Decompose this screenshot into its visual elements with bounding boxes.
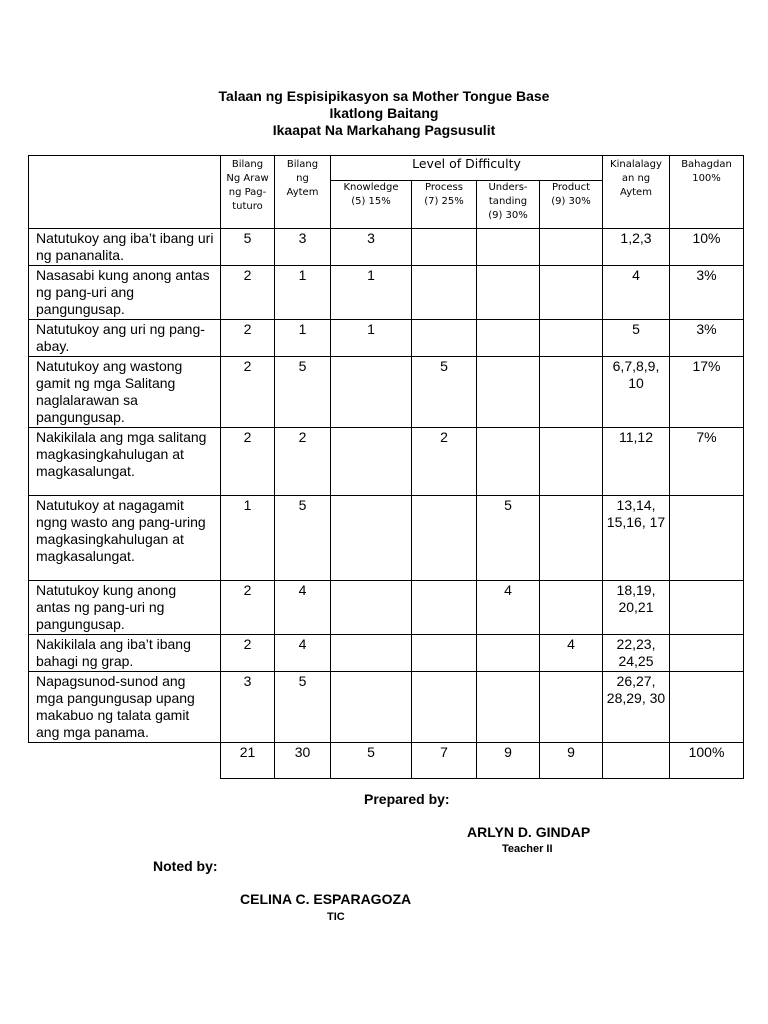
header-understanding: Unders-tanding (9) 30% bbox=[477, 181, 540, 229]
product-cell: 4 bbox=[540, 635, 603, 672]
total-items: 30 bbox=[275, 743, 331, 779]
knowledge-cell bbox=[331, 428, 412, 496]
objective-cell: Natutukoy kung anong antas ng pang-uri ng pangungusap. bbox=[29, 581, 221, 635]
placement-cell: 5 bbox=[603, 320, 670, 357]
document-subtitle-quarter: Ikaapat Na Markahang Pagsusulit bbox=[272, 122, 496, 138]
total-process: 7 bbox=[412, 743, 477, 779]
understanding-cell bbox=[477, 320, 540, 357]
header-placement: Kinalalagy an ng Aytem bbox=[603, 156, 670, 229]
percent-cell bbox=[670, 496, 744, 581]
product-cell bbox=[540, 581, 603, 635]
total-placement bbox=[603, 743, 670, 779]
percent-cell: 3% bbox=[670, 266, 744, 320]
process-cell bbox=[412, 635, 477, 672]
knowledge-cell: 1 bbox=[331, 266, 412, 320]
placement-cell: 6,7,8,9, 10 bbox=[603, 357, 670, 428]
understanding-cell bbox=[477, 672, 540, 743]
prepared-by-name: ARLYN D. GINDAP bbox=[467, 824, 591, 840]
product-cell bbox=[540, 357, 603, 428]
knowledge-cell: 3 bbox=[331, 229, 412, 266]
process-cell bbox=[412, 266, 477, 320]
items-cell: 4 bbox=[275, 635, 331, 672]
document-subtitle-grade: Ikatlong Baitang bbox=[329, 105, 439, 121]
header-level-of-difficulty: Level of Difficulty bbox=[331, 156, 603, 181]
placement-cell: 1,2,3 bbox=[603, 229, 670, 266]
product-cell bbox=[540, 266, 603, 320]
process-cell bbox=[412, 320, 477, 357]
document-title: Talaan ng Espisipikasyon sa Mother Tongue Base bbox=[218, 88, 550, 104]
objective-cell: Nakikilala ang iba’t ibang bahagi ng grap. bbox=[29, 635, 221, 672]
items-cell: 1 bbox=[275, 266, 331, 320]
total-understanding: 9 bbox=[477, 743, 540, 779]
placement-cell: 11,12 bbox=[603, 428, 670, 496]
prepared-by-label: Prepared by: bbox=[364, 791, 450, 807]
knowledge-cell bbox=[331, 672, 412, 743]
placement-cell: 13,14, 15,16, 17 bbox=[603, 496, 670, 581]
knowledge-cell bbox=[331, 496, 412, 581]
knowledge-cell bbox=[331, 357, 412, 428]
days-cell: 2 bbox=[221, 266, 275, 320]
understanding-cell: 5 bbox=[477, 496, 540, 581]
specification-table bbox=[28, 155, 744, 779]
knowledge-cell: 1 bbox=[331, 320, 412, 357]
placement-cell: 4 bbox=[603, 266, 670, 320]
table-row bbox=[29, 581, 744, 635]
days-cell: 2 bbox=[221, 581, 275, 635]
days-cell: 1 bbox=[221, 496, 275, 581]
percent-cell bbox=[670, 672, 744, 743]
header-objective-cell bbox=[29, 156, 221, 229]
items-cell: 5 bbox=[275, 496, 331, 581]
table-row bbox=[29, 266, 744, 320]
header-knowledge: Knowledge (5) 15% bbox=[331, 181, 412, 229]
objective-cell: Natutukoy at nagagamit ngng wasto ang pang-uring magkasingkahulugan at magkasalungat. bbox=[29, 496, 221, 581]
items-cell: 5 bbox=[275, 357, 331, 428]
objective-cell: Natutukoy ang wastong gamit ng mga Salitang naglalarawan sa pangungusap. bbox=[29, 357, 221, 428]
objective-cell: Nasasabi kung anong antas ng pang-uri ang pangungusap. bbox=[29, 266, 221, 320]
days-cell: 3 bbox=[221, 672, 275, 743]
percent-cell: 10% bbox=[670, 229, 744, 266]
days-cell: 2 bbox=[221, 635, 275, 672]
noted-by-name: CELINA C. ESPARAGOZA bbox=[240, 891, 412, 907]
table-row bbox=[29, 229, 744, 266]
process-cell bbox=[412, 581, 477, 635]
days-cell: 2 bbox=[221, 320, 275, 357]
table-row bbox=[29, 635, 744, 672]
header-days: Bilang Ng Araw ng Pag-tuturo bbox=[221, 156, 275, 229]
header-percent: Bahagdan 100% bbox=[670, 156, 744, 229]
table-row bbox=[29, 357, 744, 428]
days-cell: 2 bbox=[221, 357, 275, 428]
noted-by-label: Noted by: bbox=[153, 858, 218, 874]
process-cell: 2 bbox=[412, 428, 477, 496]
prepared-by-title: Teacher II bbox=[502, 843, 553, 855]
items-cell: 4 bbox=[275, 581, 331, 635]
product-cell bbox=[540, 229, 603, 266]
understanding-cell: 4 bbox=[477, 581, 540, 635]
product-cell bbox=[540, 320, 603, 357]
items-cell: 3 bbox=[275, 229, 331, 266]
percent-cell bbox=[670, 635, 744, 672]
noted-by-title: TIC bbox=[327, 911, 345, 923]
process-cell bbox=[412, 496, 477, 581]
items-cell: 2 bbox=[275, 428, 331, 496]
totals-spacer bbox=[29, 743, 221, 779]
objective-cell: Natutukoy ang uri ng pang-abay. bbox=[29, 320, 221, 357]
placement-cell: 18,19, 20,21 bbox=[603, 581, 670, 635]
placement-cell: 22,23, 24,25 bbox=[603, 635, 670, 672]
knowledge-cell bbox=[331, 581, 412, 635]
total-product: 9 bbox=[540, 743, 603, 779]
table-row bbox=[29, 428, 744, 496]
process-cell bbox=[412, 672, 477, 743]
placement-cell: 26,27, 28,29, 30 bbox=[603, 672, 670, 743]
header-product: Product (9) 30% bbox=[540, 181, 603, 229]
knowledge-cell bbox=[331, 635, 412, 672]
percent-cell: 17% bbox=[670, 357, 744, 428]
understanding-cell bbox=[477, 229, 540, 266]
understanding-cell bbox=[477, 428, 540, 496]
total-percent: 100% bbox=[670, 743, 744, 779]
objective-cell: Nakikilala ang mga salitang magkasingkahulugan at magkasalungat. bbox=[29, 428, 221, 496]
table-row bbox=[29, 672, 744, 743]
percent-cell: 7% bbox=[670, 428, 744, 496]
table-row bbox=[29, 496, 744, 581]
process-cell: 5 bbox=[412, 357, 477, 428]
objective-cell: Natutukoy ang iba’t ibang uri ng pananalita. bbox=[29, 229, 221, 266]
days-cell: 5 bbox=[221, 229, 275, 266]
header-process: Process (7) 25% bbox=[412, 181, 477, 229]
table-row bbox=[29, 320, 744, 357]
product-cell bbox=[540, 428, 603, 496]
days-cell: 2 bbox=[221, 428, 275, 496]
percent-cell: 3% bbox=[670, 320, 744, 357]
understanding-cell bbox=[477, 266, 540, 320]
objective-cell: Napagsunod-sunod ang mga pangungusap upang makabuo ng talata gamit ang mga panama. bbox=[29, 672, 221, 743]
items-cell: 5 bbox=[275, 672, 331, 743]
header-items: Bilang ng Aytem bbox=[275, 156, 331, 229]
understanding-cell bbox=[477, 357, 540, 428]
percent-cell bbox=[670, 581, 744, 635]
product-cell bbox=[540, 496, 603, 581]
total-days: 21 bbox=[221, 743, 275, 779]
items-cell: 1 bbox=[275, 320, 331, 357]
process-cell bbox=[412, 229, 477, 266]
totals-row bbox=[29, 743, 744, 779]
understanding-cell bbox=[477, 635, 540, 672]
total-knowledge: 5 bbox=[331, 743, 412, 779]
product-cell bbox=[540, 672, 603, 743]
